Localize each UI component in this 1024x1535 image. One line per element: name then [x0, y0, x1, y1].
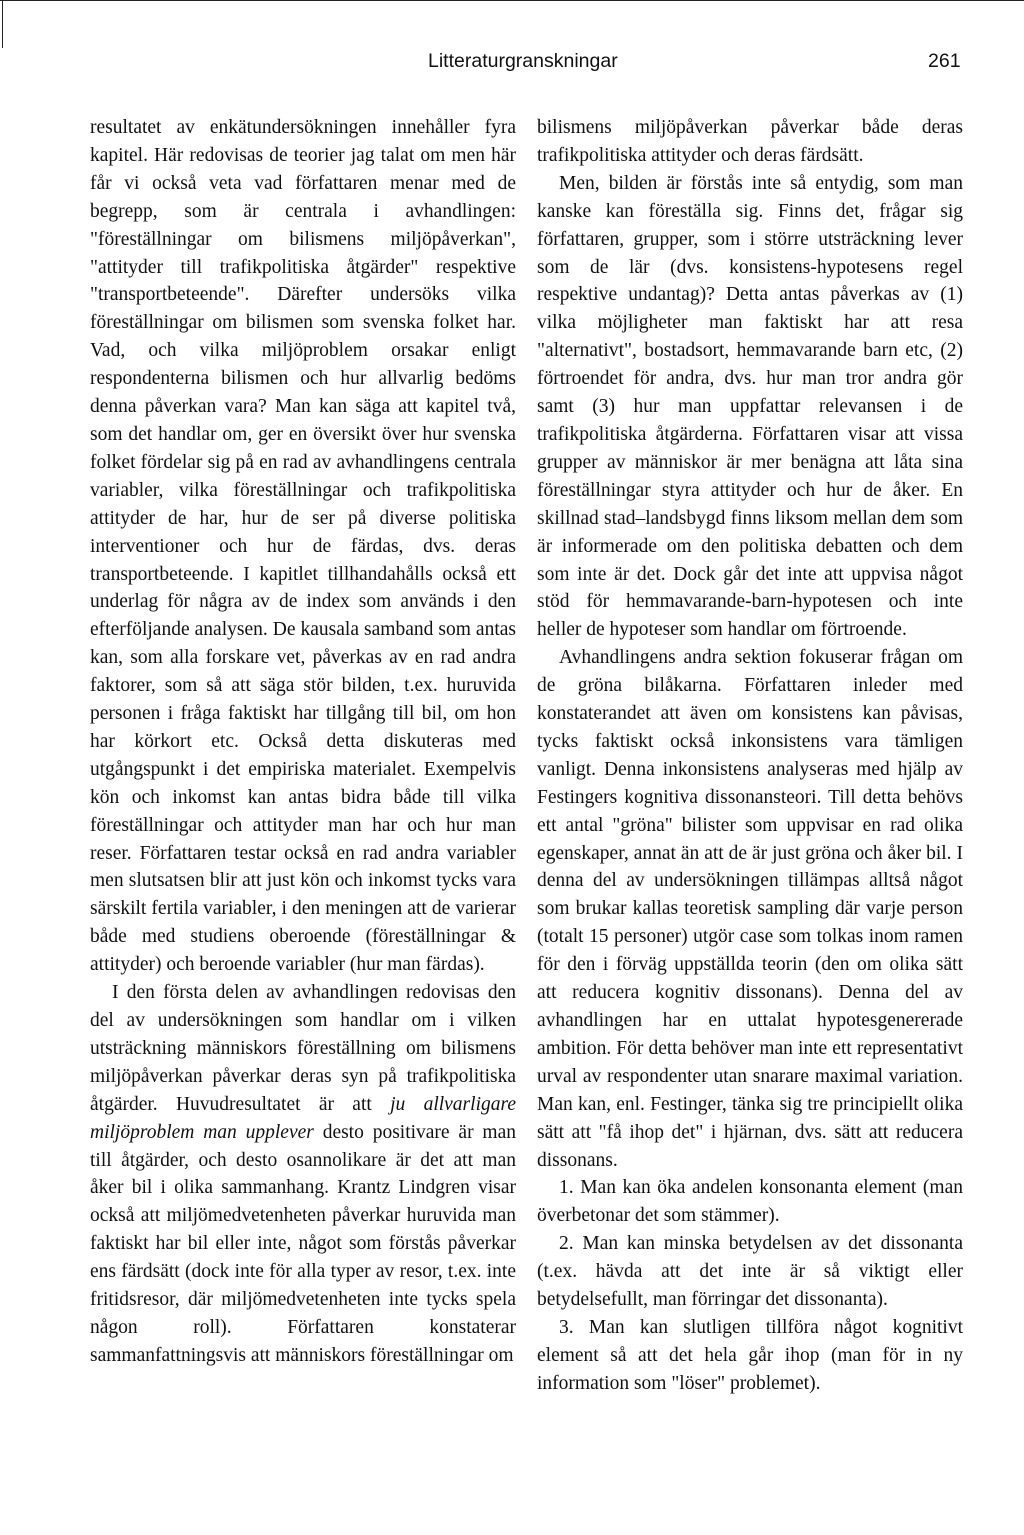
list-item-2: 2. Man kan minska betydelsen av det dissonanta (t.ex. hävda att det inte är så viktigt eller betydelsefullt, man förringar det dissonanta). — [537, 1233, 963, 1311]
right-paragraph-1: bilismens miljöpåverkan påverkar både deras trafikpolitiska attityder och deras färdsätt. — [537, 117, 963, 166]
left-paragraph-2-start: I den första delen av avhandlingen redovisas den del av undersökningen som handlar om i vilken utsträckning människors föreställning om bilismens miljöpåverkan påverkar deras syn på trafikpolitiska åtgärder. Huvudresultatet är att — [90, 982, 516, 1115]
left-edge-rule — [2, 0, 3, 48]
left-column — [90, 114, 516, 1370]
left-paragraph-2-end: desto positivare är man till åtgärder, och desto osannolikare är det att man åker bil i olika sammanhang. Krantz Lindgren visar också att miljömedvetenheten påverkar huruvida man faktiskt har bil eller inte, något som förstås påverkar ens färdsätt (dock inte för alla typer av resor, t.ex. inte fritidsresor, där miljömedvetenheten inte tycks spela någon roll). Författaren konstaterar sammanfattningsvis att människors föreställningar om — [90, 1121, 516, 1366]
running-head — [0, 50, 1024, 90]
running-title: Litteraturgranskningar — [428, 50, 618, 72]
top-rule — [0, 0, 1024, 1]
list-item-1: 1. Man kan öka andelen konsonanta element (man överbetonar det som stämmer). — [537, 1177, 963, 1227]
list-item-3: 3. Man kan slutligen tillföra något kognitivt element så att det hela går ihop (man för in ny information som "löser" problemet). — [537, 1316, 963, 1394]
left-paragraph-1: resultatet av enkätundersökningen innehåller fyra kapitel. Här redovisas de teorier jag talat om men här får vi också veta vad författaren menar med de begrepp, som är centrala i avhandlingen: "föreställningar om bilismens miljöpåverkan", "attityder till trafikpolitiska åtgärder" respektive "transportbeteende". Därefter undersöks vilka föreställningar om bilismen som svenska folket har. Vad, och vilka miljöproblem orsakar enligt respondenterna bilismen och hur allvarlig bedöms denna påverkan vara? Man kan säga att kapitel två, som det handlar om, ger en översikt över hur svenska folket fördelar sig på en rad av avhandlingens centrala variabler, vilka föreställningar och trafikpolitiska attityder de har, hur de ser på diverse politiska interventioner och hur de färdas, dvs. deras transportbeteende. I kapitlet tillhandahålls också ett underlag för några av de index som används i den efterföljande analysen. De kausala samband som antas kan, som alla forskare vet, påverkas av en rad andra faktorer, som så att säga stör bilden, t.ex. huruvida personen i fråga faktiskt har tillgång till bil, om hon har körkort etc. Också detta diskuteras med utgångspunkt i det empiriska materialet. Exempelvis kön och inkomst kan antas bidra både till vilka föreställningar och attityder man har och hur man reser. Författaren testar också en rad andra variabler men slutsatsen blir att just kön och inkomst tycks vara särskilt fertila variabler, i den meningen att de varierar både med studiens oberoende (föreställningar & attityder) och beroende variabler (hur man färdas). — [90, 117, 516, 976]
left-paragraph-2 — [90, 979, 516, 1370]
right-column — [537, 114, 963, 1398]
right-paragraph-2: Men, bilden är förstås inte så entydig, som man kanske kan föreställa sig. Finns det, frågar sig författaren, grupper, som i större utsträckning lever som de lär (dvs. konsistens-hypotesens regel respektive undantag)? Detta antas påverkas av (1) vilka möjligheter man faktiskt har att resa "alternativt", bostadsort, hemmavarande barn etc, (2) förtroendet för andra, dvs. hur man tror andra gör samt (3) hur man uppfattar relevansen i de trafikpolitiska åtgärderna. Författaren visar att vissa grupper av människor är mer benägna att låta sina föreställningar styra attityder och hur de åker. En skillnad stad–landsbygd finns liksom mellan dem som är informerade om den politiska debatten och dem som inte är det. Dock går det inte att uppvisa något stöd för hemmavarande-barn-hypotesen och inte heller de hypoteser som handlar om förtroende. — [537, 172, 963, 641]
page-number: 261 — [928, 50, 961, 72]
left-paragraph-2-italic: ju allvarligare miljöproblem man upplever — [90, 1093, 517, 1143]
right-paragraph-3: Avhandlingens andra sektion fokuserar frågan om de gröna bilåkarna. Författaren inleder med konstaterandet att även om konsistens kan påvisas, tycks faktiskt också inkonsistens vara tämligen vanligt. Denna inkonsistens analyseras med hjälp av Festingers kognitiva dissonansteori. Till detta behövs ett antal "gröna" bilister som uppvisar en rad olika egenskaper, annat än att de är just gröna och åker bil. I denna del av undersökningen tillämpas alltså något som brukar kallas teoretisk sampling där varje person (totalt 15 personer) utgör case som tolkas inom ramen för den i förväg uppställda teorin (den om olika sätt att reducera kognitiv dissonans). Denna del av avhandlingen har en uttalat hypotesgenererade ambition. För detta behöver man inte ett representativt urval av respondenter utan snarare maximal variation. Man kan, enl. Festinger, tänka sig tre principiellt olika sätt att "få ihop det" i hjärnan, dvs. sätt att reducera dissonans. — [537, 647, 963, 1171]
